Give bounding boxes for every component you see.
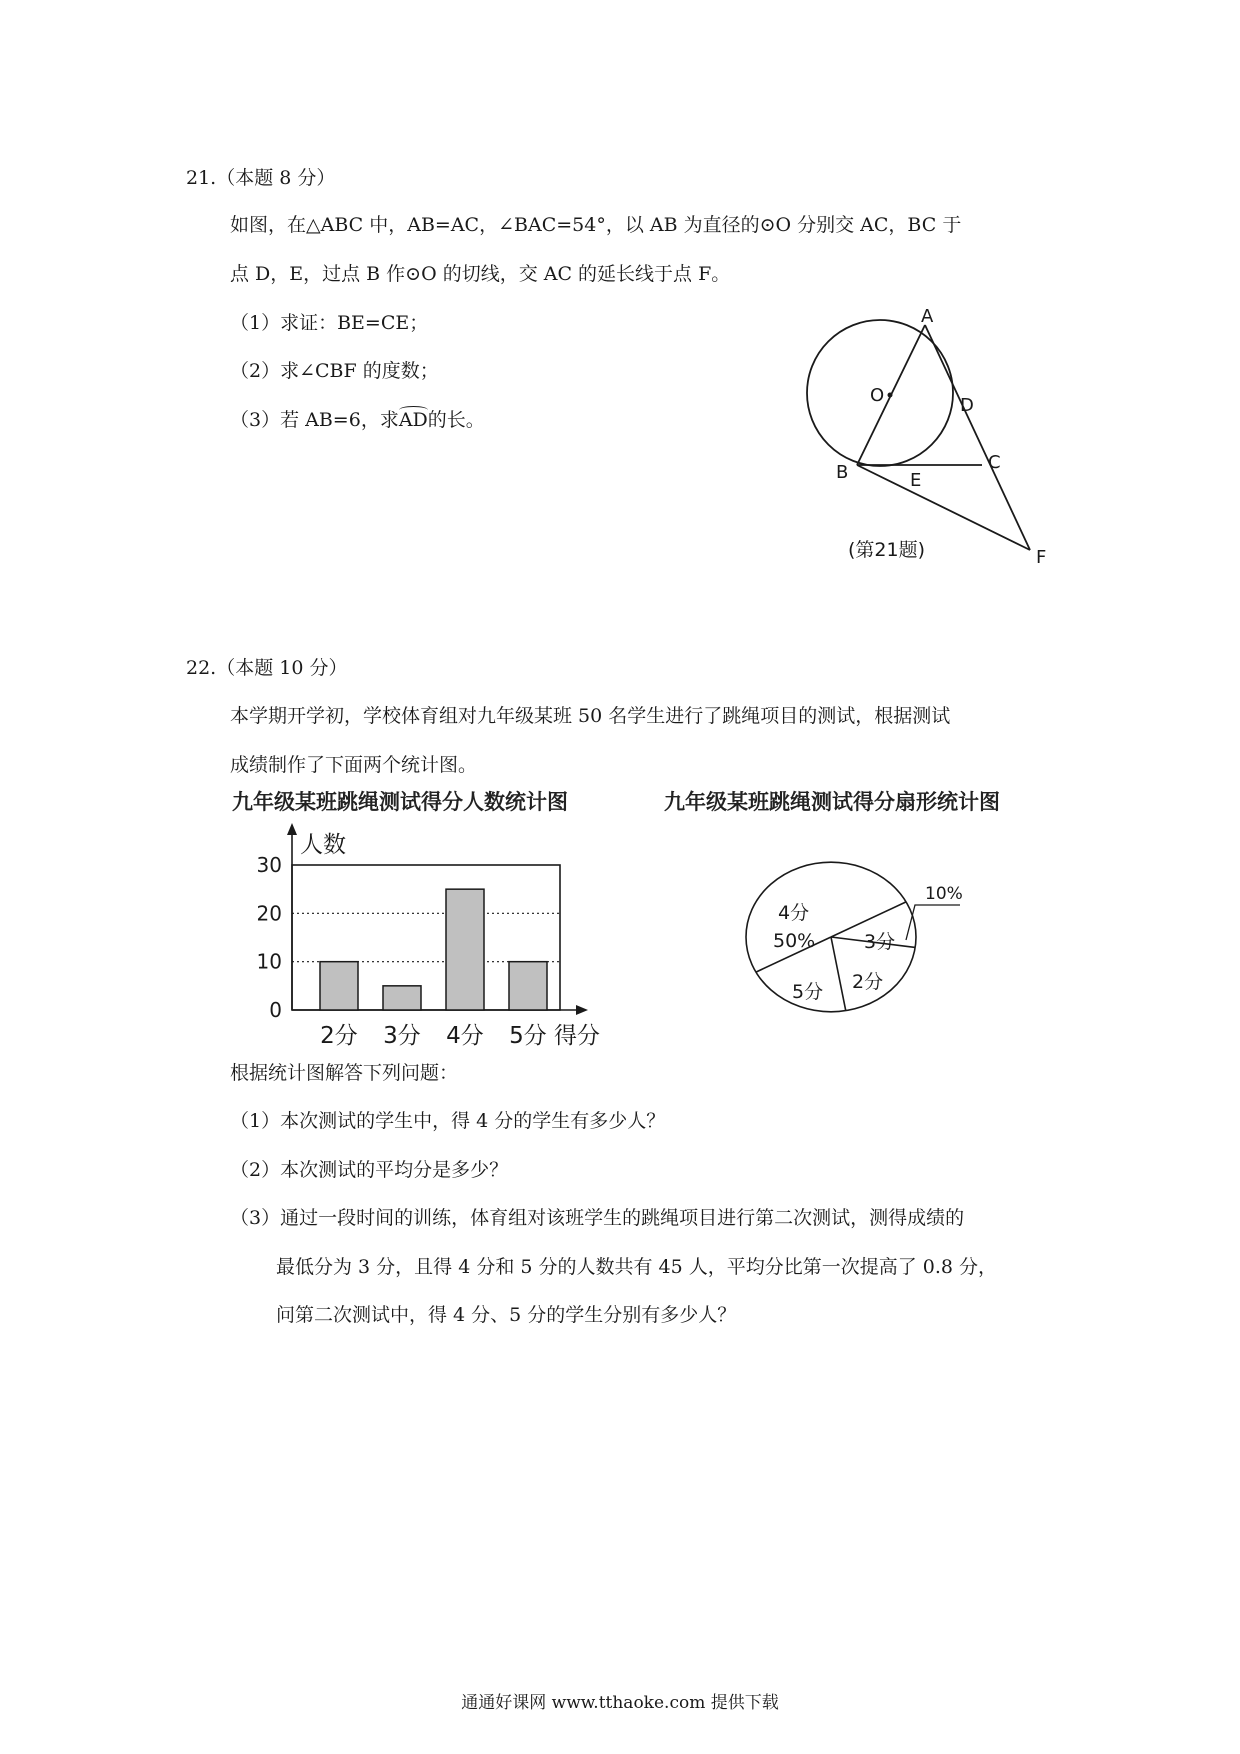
bar-3分	[383, 986, 421, 1010]
x-tick-label: 3分	[383, 1023, 421, 1049]
q22-header: 22.（本题 10 分）	[186, 657, 348, 679]
y-tick-label: 30	[256, 853, 282, 877]
label-b: B	[836, 462, 849, 483]
bar-5分	[509, 962, 547, 1010]
x-tick-label: 5分	[509, 1023, 547, 1049]
q21-part3-prefix: （3）若 AB=6，求	[230, 409, 399, 431]
pie-label-5: 5分	[792, 981, 824, 1003]
label-e: E	[910, 470, 922, 491]
x-tick-label: 2分	[320, 1023, 358, 1049]
q21-header: 21.（本题 8 分）	[186, 167, 336, 189]
q21-part2: （2）求∠CBF 的度数；	[230, 360, 439, 382]
pie-percent-3: 10%	[925, 884, 963, 904]
q22-stem-line1: 本学期开学初，学校体育组对九年级某班 50 名学生进行了跳绳项目的测试，根据测试	[230, 705, 951, 727]
pie-label-2: 2分	[852, 971, 884, 993]
center-point-o	[888, 393, 893, 398]
pie-slice-boundary	[831, 937, 846, 1011]
q22-part2: （2）本次测试的平均分是多少？	[230, 1159, 509, 1181]
page-footer: 通通好课网 www.tthaoke.com 提供下载	[461, 1693, 779, 1713]
q21-stem-line2: 点 D，E，过点 B 作⊙O 的切线，交 AC 的延长线于点 F。	[230, 263, 731, 285]
figure-caption: (第21题)	[848, 539, 926, 561]
label-o: O	[870, 385, 885, 406]
bar-chart-title: 九年级某班跳绳测试得分人数统计图	[232, 790, 568, 814]
q22-stem-line2: 成绩制作了下面两个统计图。	[230, 754, 478, 776]
pie-chart-title: 九年级某班跳绳测试得分扇形统计图	[664, 790, 1000, 814]
q21-geometry-figure	[800, 300, 1080, 580]
q21-part3	[230, 405, 485, 432]
q22-part3-line2: 最低分为 3 分，且得 4 分和 5 分的人数共有 45 人，平均分比第一次提高了 0.8 分，	[276, 1256, 998, 1278]
y-tick-label: 0	[269, 998, 282, 1022]
pie-chart	[730, 860, 970, 1030]
pie-label-4: 4分	[778, 902, 810, 924]
q22-part3-line1: （3）通过一段时间的训练，体育组对该班学生的跳绳项目进行第二次测试，测得成绩的	[230, 1207, 965, 1229]
q22-part3-line3: 问第二次测试中，得 4 分、5 分的学生分别有多少人？	[276, 1304, 737, 1326]
pie-percent-4: 50%	[773, 930, 816, 952]
bar-chart	[240, 815, 620, 1055]
q22-lead: 根据统计图解答下列问题：	[230, 1062, 459, 1084]
y-tick-label: 10	[256, 949, 282, 974]
arc-ad: AD	[398, 409, 428, 431]
label-f: F	[1036, 547, 1047, 568]
x-axis-label: 得分	[554, 1023, 600, 1049]
pie-label-3: 3分	[864, 931, 896, 953]
segment-bf	[857, 465, 1030, 550]
x-axis-arrow	[576, 1005, 588, 1015]
y-tick-label: 20	[256, 901, 282, 926]
q22-part1: （1）本次测试的学生中，得 4 分的学生有多少人？	[230, 1110, 666, 1132]
label-d: D	[960, 395, 974, 416]
x-tick-label: 4分	[446, 1023, 484, 1049]
q21-part3-suffix: 的长。	[427, 409, 485, 431]
bar-2分	[320, 962, 358, 1010]
label-a: A	[921, 306, 934, 327]
segment-af	[925, 325, 1030, 550]
q21-stem-line1: 如图，在△ABC 中，AB=AC，∠BAC=54°，以 AB 为直径的⊙O 分别交 AC，BC 于	[230, 214, 962, 236]
q21-part1: （1）求证：BE=CE；	[230, 312, 429, 334]
y-axis-arrow	[287, 823, 297, 835]
y-axis-label: 人数	[300, 832, 346, 858]
bar-4分	[446, 889, 484, 1010]
label-c: C	[988, 452, 1001, 473]
